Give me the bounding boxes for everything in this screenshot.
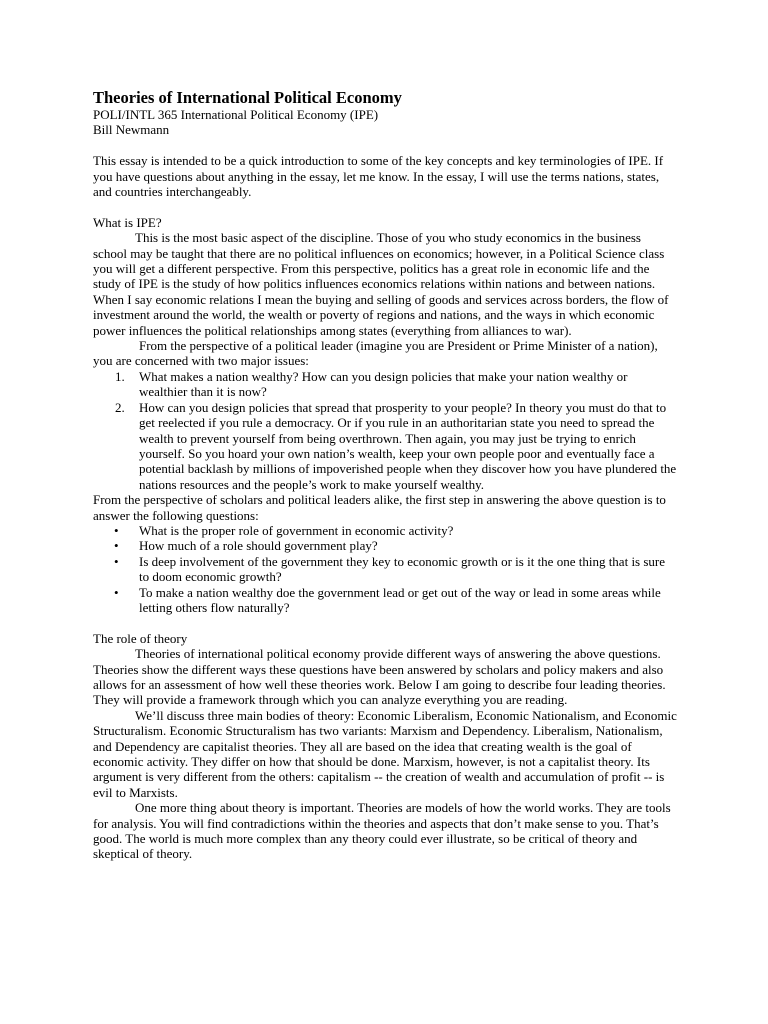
bullet-list: [93, 523, 678, 615]
bullet-icon: •: [114, 584, 119, 600]
numbered-list: [93, 369, 678, 492]
spacer: [93, 615, 678, 630]
section-heading-what-is-ipe: What is IPE?: [93, 214, 162, 230]
list-item: [114, 522, 678, 538]
author-line: Bill Newmann: [93, 122, 170, 138]
section2-paragraph-2: We’ll discuss three main bodies of theory: Economic Liberalism, Economic Nationalism, and Economic Structuralism. Economic Structuralism has two variants: Marxism and Dependency. Liberalism, Nationalism, and Dependency are capitalist theories. They all are based on the idea that creating wealth is the goal of economic activity. They differ on how that should be done. Marxism, however, is not a capitalist theory. Its argument is very different from the others: capitalism -- the creation of wealth and accumulation of profit -- is evil to Marxists.: [93, 707, 677, 800]
list-item: [115, 368, 678, 400]
list-item: [115, 399, 678, 492]
section-heading-role-of-theory: The role of theory: [93, 630, 188, 646]
intro-paragraph: This essay is intended to be a quick introduction to some of the key concepts and key terminologies of IPE. If you have questions about anything in the essay, let me know. In the essay, I will use the terms nations, states, and countries interchangeably.: [93, 153, 664, 200]
bullet-icon: •: [114, 538, 119, 554]
list-item: [114, 538, 678, 554]
bullet-icon: •: [114, 522, 119, 538]
list-item-text: How much of a role should government play?: [139, 538, 378, 554]
spacer: [93, 199, 678, 214]
section1-paragraph-3: From the perspective of scholars and political leaders alike, the first step in answering the above question is to answer the following questions:: [93, 492, 666, 523]
section2-paragraph-3: One more thing about theory is important. Theories are models of how the world works. They are tools for analysis. You will find contradictions within the theories and aspects that don’t make sense to you. That’s good. The world is much more complex than any theory could ever illustrate, so be critical of theory and skeptical of theory.: [93, 800, 671, 862]
course-line: POLI/INTL 365 International Political Economy (IPE): [93, 107, 379, 122]
bullet-icon: •: [114, 553, 119, 569]
spacer: [93, 138, 678, 153]
list-item: [114, 584, 678, 616]
list-item-text: What makes a nation wealthy? How can you design policies that make your nation wealthy or wealthier than it is now?: [139, 368, 628, 400]
document-title: Theories of International Political Economy: [93, 88, 402, 107]
section1-paragraph-1: This is the most basic aspect of the discipline. Those of you who study economics in the business school may be taught that there are no political influences on economics; however, in a Political Science class you will get a different perspective. From this perspective, politics has a great role in economic life and the study of IPE is the study of how politics influences economics relations within nations and between nations. When I say economic relations I mean the buying and selling of goods and services across borders, the flow of investment around the world, the wealth or poverty of regions and nations, and the ways in which economic power influences the political relationships among states (everything from alliances to war).: [93, 230, 669, 338]
list-item-text: What is the proper role of government in economic activity?: [139, 522, 454, 538]
section2-paragraph-1: Theories of international political economy provide different ways of answering the above questions. Theories show the different ways these questions have been answered by scholars and policy makers and also allows for an assessment of how well these theories work. Below I am going to describe four leading theories. They will provide a framework through which you can analyze everything you are reading.: [93, 646, 666, 708]
section1-paragraph-2: From the perspective of a political leader (imagine you are President or Prime Minister of a nation), you are concerned with two major issues:: [93, 338, 658, 369]
list-item: [114, 553, 678, 585]
list-number: 2.: [115, 399, 125, 415]
list-number: 1.: [115, 368, 125, 384]
list-item-text: To make a nation wealthy doe the government lead or get out of the way or lead in some areas while letting others flow naturally?: [139, 584, 661, 615]
list-item-text: Is deep involvement of the government they key to economic growth or is it the one thing that is sure to doom economic growth?: [139, 553, 666, 585]
list-item-text: How can you design policies that spread that prosperity to your people? In theory you must do that to get reelected if you rule a democracy. Or if you rule in an authoritarian state you need to spread the wealth to prevent yourself from being overthrown. Then again, you may just be trying to enrich yourself. So you hoard your own nation’s wealth, keep your own people poor and eventually face a potential backlash by millions of impoverished people when they discover how you have plundered the nations resources and the people’s work to make yourself wealthy.: [139, 399, 677, 492]
